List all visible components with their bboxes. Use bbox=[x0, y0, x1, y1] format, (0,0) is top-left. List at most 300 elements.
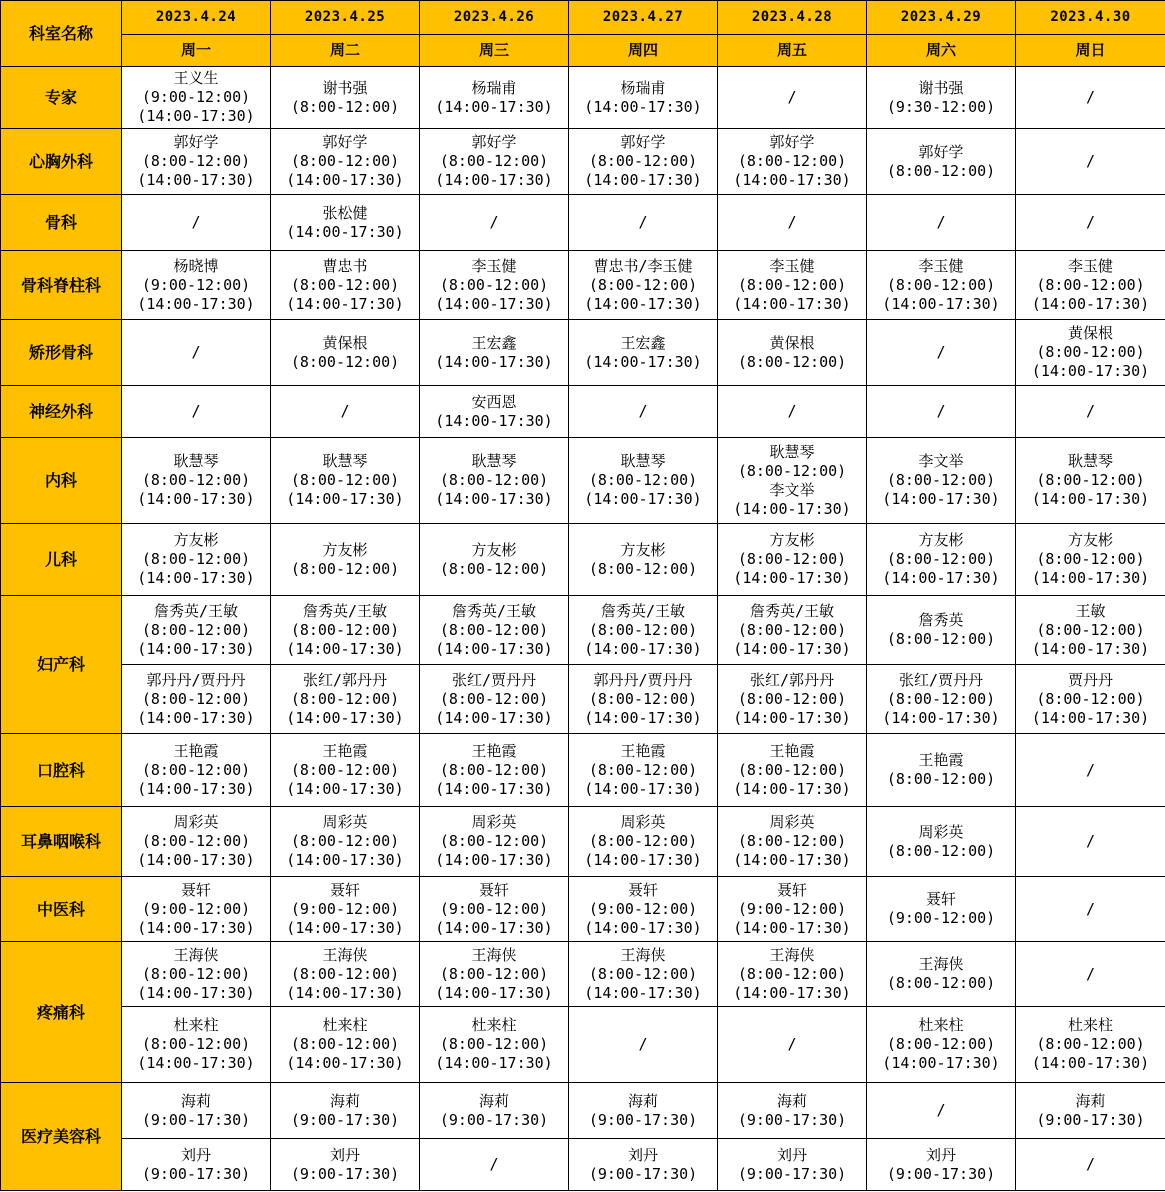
date-header-row bbox=[1, 1, 1165, 35]
schedule-cell bbox=[1016, 1007, 1165, 1083]
doctor-name: / bbox=[1085, 213, 1096, 231]
doctor-name: 王义生 bbox=[173, 69, 219, 87]
schedule-cell bbox=[122, 734, 271, 807]
doctor-name: 曹忠书/李玉健 bbox=[593, 256, 693, 275]
schedule-line: 李文举 bbox=[769, 480, 815, 499]
schedule-line: (14:00-17:30) bbox=[435, 851, 553, 869]
schedule-line: (14:00-17:30) bbox=[286, 708, 404, 727]
schedule-cell bbox=[569, 807, 718, 877]
schedule-cell bbox=[122, 942, 271, 1007]
schedule-line: (9:00-12:00) bbox=[439, 899, 549, 918]
schedule-cell bbox=[867, 524, 1016, 596]
schedule-line: (14:00-17:30) bbox=[733, 918, 851, 937]
doctor-name: 方友彬 bbox=[769, 531, 815, 549]
schedule-line: (8:00-12:00) bbox=[886, 1035, 996, 1053]
schedule-cell bbox=[718, 251, 867, 320]
schedule-line: (8:00-12:00) bbox=[141, 760, 251, 779]
schedule-cell bbox=[867, 195, 1016, 251]
schedule-line: (14:00-17:30) bbox=[137, 708, 255, 727]
doctor-name: 黄保根 bbox=[322, 333, 368, 352]
doctor-name: / bbox=[936, 213, 946, 231]
department-name: 医疗美容科 bbox=[1, 1083, 122, 1191]
doctor-name: 张红/郭丹丹 bbox=[302, 670, 388, 689]
doctor-name: 方友彬 bbox=[173, 531, 219, 549]
doctor-name: / bbox=[1085, 152, 1096, 170]
doctor-name: / bbox=[638, 402, 648, 420]
doctor-name: 郭好学 bbox=[918, 142, 964, 161]
schedule-row bbox=[1, 67, 1165, 129]
schedule-cell bbox=[1016, 251, 1165, 320]
doctor-name: 耿慧琴 bbox=[173, 452, 219, 470]
doctor-name: 郭丹丹/贾丹丹 bbox=[146, 670, 246, 689]
schedule-cell bbox=[122, 251, 271, 320]
schedule-cell bbox=[718, 1139, 867, 1191]
schedule-cell bbox=[271, 877, 420, 942]
doctor-name: 聂轩 bbox=[925, 890, 956, 908]
doctor-name: 聂轩 bbox=[776, 880, 807, 899]
doctor-name: / bbox=[1085, 964, 1096, 983]
doctor-name: 耿慧琴 bbox=[1067, 452, 1113, 470]
schedule-cell bbox=[718, 942, 867, 1007]
schedule-line: (8:00-12:00) bbox=[1036, 471, 1145, 489]
schedule-cell bbox=[420, 251, 569, 320]
schedule-line: (14:00-17:30) bbox=[733, 708, 851, 727]
schedule-line: (14:00-17:30) bbox=[1031, 569, 1150, 587]
schedule-cell bbox=[718, 195, 867, 251]
schedule-cell bbox=[420, 1139, 569, 1191]
schedule-line: (9:00-17:30) bbox=[588, 1110, 698, 1129]
doctor-name: 耿慧琴 bbox=[471, 452, 517, 470]
schedule-line: (8:00-12:00) bbox=[737, 760, 847, 779]
schedule-line: (8:00-12:00) bbox=[439, 559, 549, 578]
schedule-line: (8:00-12:00) bbox=[588, 620, 698, 639]
doctor-name: 郭丹丹/贾丹丹 bbox=[593, 670, 693, 689]
date-header: 2023.4.29 bbox=[867, 1, 1016, 35]
schedule-line: (14:00-17:30) bbox=[733, 983, 851, 1002]
schedule-line: (14:00-17:30) bbox=[435, 918, 553, 937]
schedule-cell bbox=[569, 1007, 718, 1083]
schedule-line: (14:00-17:30) bbox=[286, 294, 404, 313]
schedule-line: (8:00-12:00) bbox=[737, 964, 847, 983]
doctor-name: 杜来柱 bbox=[322, 1016, 368, 1034]
doctor-name: 王海侠 bbox=[322, 945, 368, 964]
schedule-line: (9:00-17:30) bbox=[141, 1164, 251, 1183]
doctor-name: 王海侠 bbox=[471, 945, 517, 964]
schedule-row bbox=[1, 665, 1165, 734]
schedule-cell bbox=[569, 1139, 718, 1191]
date-header: 2023.4.28 bbox=[718, 1, 867, 35]
schedule-cell bbox=[1016, 877, 1165, 942]
schedule-cell bbox=[271, 195, 420, 251]
schedule-cell bbox=[867, 320, 1016, 386]
schedule-row bbox=[1, 596, 1165, 665]
schedule-line: (8:00-12:00) bbox=[588, 964, 698, 983]
schedule-line: (14:00-17:30) bbox=[137, 779, 255, 798]
schedule-row bbox=[1, 251, 1165, 320]
schedule-line: (8:00-12:00) bbox=[141, 1035, 251, 1053]
schedule-cell bbox=[122, 438, 271, 524]
date-header: 2023.4.27 bbox=[569, 1, 718, 35]
schedule-cell bbox=[420, 67, 569, 129]
schedule-cell bbox=[271, 524, 420, 596]
schedule-line: (14:00-17:30) bbox=[733, 779, 851, 798]
schedule-cell bbox=[718, 734, 867, 807]
schedule-cell bbox=[420, 129, 569, 195]
schedule-cell bbox=[271, 251, 420, 320]
schedule-cell bbox=[122, 1083, 271, 1139]
schedule-cell bbox=[569, 386, 718, 438]
schedule-cell bbox=[718, 386, 867, 438]
department-name: 儿科 bbox=[1, 524, 122, 596]
schedule-cell bbox=[718, 596, 867, 665]
doctor-name: 李文举 bbox=[918, 452, 964, 470]
schedule-cell bbox=[122, 1139, 271, 1191]
doctor-name: 黄保根 bbox=[769, 333, 815, 352]
doctor-name: 詹秀英/王敏 bbox=[749, 601, 835, 620]
schedule-line: (8:00-12:00) bbox=[737, 152, 847, 170]
schedule-row bbox=[1, 129, 1165, 195]
schedule-line: (8:00-12:00) bbox=[439, 275, 549, 294]
doctor-name: 王艳霞 bbox=[769, 741, 815, 760]
schedule-line: (14:00-17:30) bbox=[286, 222, 404, 241]
schedule-cell bbox=[271, 386, 420, 438]
doctor-name: 李玉健 bbox=[471, 256, 517, 275]
schedule-line: (14:00-17:30) bbox=[435, 490, 553, 508]
schedule-cell bbox=[867, 1139, 1016, 1191]
doctor-name: / bbox=[1085, 88, 1096, 106]
doctor-name: 郭好学 bbox=[769, 133, 815, 151]
doctor-name: / bbox=[1085, 899, 1096, 918]
schedule-row bbox=[1, 386, 1165, 438]
doctor-name: 李玉健 bbox=[918, 256, 964, 275]
schedule-cell bbox=[867, 942, 1016, 1007]
doctor-name: 耿慧琴 bbox=[322, 452, 368, 470]
department-name: 专家 bbox=[1, 67, 122, 129]
doctor-name: 杜来柱 bbox=[1067, 1016, 1113, 1034]
schedule-cell bbox=[420, 524, 569, 596]
schedule-cell bbox=[420, 1083, 569, 1139]
doctor-name: / bbox=[787, 88, 797, 106]
schedule-line: (8:00-12:00) bbox=[439, 152, 549, 170]
schedule-cell bbox=[718, 807, 867, 877]
doctor-name: / bbox=[936, 343, 946, 361]
doctor-name: 聂轩 bbox=[627, 880, 658, 899]
schedule-line: (14:00-17:30) bbox=[435, 97, 553, 116]
schedule-cell bbox=[1016, 734, 1165, 807]
schedule-line: (9:00-17:30) bbox=[737, 1110, 847, 1129]
schedule-line: (8:00-12:00) bbox=[290, 97, 400, 116]
schedule-line: (14:00-17:30) bbox=[1031, 294, 1150, 313]
schedule-cell bbox=[867, 1007, 1016, 1083]
schedule-line: (9:00-12:00) bbox=[141, 275, 251, 294]
schedule-line: (14:00-17:30) bbox=[137, 851, 255, 869]
doctor-name: 杜来柱 bbox=[173, 1016, 219, 1034]
schedule-line: (14:00-17:30) bbox=[137, 490, 255, 508]
doctor-name: 詹秀英/王敏 bbox=[451, 601, 537, 620]
schedule-line: (8:00-12:00) bbox=[737, 689, 847, 708]
schedule-line: (9:00-12:00) bbox=[290, 899, 400, 918]
doctor-name: 詹秀英 bbox=[918, 611, 964, 629]
schedule-cell bbox=[569, 877, 718, 942]
doctor-name: 海莉 bbox=[776, 1091, 807, 1110]
doctor-name: 谢书强 bbox=[918, 78, 964, 97]
doctor-name: 郭好学 bbox=[173, 133, 219, 151]
schedule-line: (14:00-17:30) bbox=[733, 851, 851, 869]
schedule-line: (14:00-17:30) bbox=[286, 983, 404, 1002]
schedule-cell bbox=[1016, 665, 1165, 734]
schedule-cell bbox=[569, 1083, 718, 1139]
schedule-cell bbox=[1016, 320, 1165, 386]
schedule-line: (14:00-17:30) bbox=[584, 294, 702, 313]
doctor-name: 刘丹 bbox=[627, 1145, 658, 1164]
schedule-line: (14:00-17:30) bbox=[584, 708, 702, 727]
schedule-line: (14:00-17:30) bbox=[435, 779, 553, 798]
schedule-line: (8:00-12:00) bbox=[886, 275, 996, 294]
date-header: 2023.4.25 bbox=[271, 1, 420, 35]
weekday-header: 周日 bbox=[1016, 35, 1165, 67]
department-name: 神经外科 bbox=[1, 386, 122, 438]
schedule-line: (14:00-17:30) bbox=[584, 851, 702, 869]
doctor-name: 李玉健 bbox=[769, 256, 815, 275]
schedule-line: (8:00-12:00) bbox=[290, 964, 400, 983]
schedule-line: (14:00-17:30) bbox=[435, 352, 553, 371]
schedule-line: (14:00-17:30) bbox=[435, 294, 553, 313]
schedule-cell bbox=[569, 320, 718, 386]
schedule-line: (8:00-12:00) bbox=[439, 689, 549, 708]
doctor-name: 郭好学 bbox=[471, 133, 517, 151]
doctor-name: 杜来柱 bbox=[471, 1016, 517, 1034]
doctor-name: 周彩英 bbox=[471, 813, 517, 831]
schedule-cell bbox=[718, 1007, 867, 1083]
schedule-cell bbox=[718, 877, 867, 942]
schedule-line: (14:00-17:30) bbox=[137, 171, 255, 189]
doctor-name: / bbox=[1085, 1155, 1096, 1173]
schedule-line: (8:00-12:00) bbox=[1036, 1035, 1145, 1053]
schedule-line: (8:00-12:00) bbox=[290, 1035, 400, 1053]
schedule-row bbox=[1, 320, 1165, 386]
doctor-name: 黄保根 bbox=[1067, 324, 1113, 342]
doctor-name: 郭好学 bbox=[322, 133, 368, 151]
schedule-cell bbox=[718, 320, 867, 386]
doctor-name: 詹秀英/王敏 bbox=[600, 601, 686, 620]
doctor-name: / bbox=[340, 402, 350, 420]
doctor-name: 周彩英 bbox=[322, 813, 368, 831]
schedule-line: (14:00-17:30) bbox=[286, 490, 404, 508]
schedule-line: (8:00-12:00) bbox=[588, 152, 698, 170]
doctor-name: 聂轩 bbox=[180, 880, 211, 899]
schedule-line: (8:00-12:00) bbox=[886, 550, 996, 568]
doctor-name: 聂轩 bbox=[329, 880, 360, 899]
schedule-cell bbox=[271, 734, 420, 807]
schedule-line: (8:00-12:00) bbox=[1036, 275, 1145, 294]
schedule-row bbox=[1, 438, 1165, 524]
schedule-cell bbox=[122, 596, 271, 665]
schedule-cell bbox=[867, 807, 1016, 877]
schedule-row bbox=[1, 877, 1165, 942]
schedule-cell bbox=[867, 386, 1016, 438]
schedule-line: (14:00-17:30) bbox=[137, 918, 255, 937]
schedule-line: (8:00-12:00) bbox=[290, 689, 400, 708]
schedule-cell bbox=[569, 734, 718, 807]
doctor-name: 王艳霞 bbox=[173, 741, 219, 760]
doctor-name: 杜来柱 bbox=[918, 1016, 964, 1034]
schedule-line: (14:00-17:30) bbox=[882, 294, 1000, 313]
schedule-cell bbox=[867, 129, 1016, 195]
schedule-cell bbox=[271, 320, 420, 386]
schedule-cell bbox=[1016, 67, 1165, 129]
schedule-line: (14:00-17:30) bbox=[435, 639, 553, 658]
schedule-cell bbox=[420, 1007, 569, 1083]
department-name: 口腔科 bbox=[1, 734, 122, 807]
schedule-cell bbox=[122, 67, 271, 129]
schedule-cell bbox=[420, 320, 569, 386]
schedule-line: (14:00-17:30) bbox=[137, 569, 255, 587]
doctor-name: / bbox=[1085, 402, 1096, 420]
schedule-cell bbox=[1016, 386, 1165, 438]
doctor-name: 方友彬 bbox=[1067, 531, 1113, 549]
doctor-name: 张红/贾丹丹 bbox=[898, 670, 984, 689]
schedule-line: (8:00-12:00) bbox=[886, 161, 996, 180]
schedule-line: (8:00-12:00) bbox=[290, 152, 400, 170]
schedule-cell bbox=[718, 1083, 867, 1139]
doctor-name: 刘丹 bbox=[776, 1145, 807, 1164]
date-header: 2023.4.26 bbox=[420, 1, 569, 35]
doctor-name: / bbox=[787, 1035, 797, 1053]
doctor-name: 贾丹丹 bbox=[1067, 670, 1113, 689]
schedule-cell bbox=[867, 1083, 1016, 1139]
schedule-line: (14:00-17:30) bbox=[882, 490, 1000, 508]
schedule-cell bbox=[718, 524, 867, 596]
schedule-line: (8:00-12:00) bbox=[1036, 689, 1145, 708]
schedule-line: (8:00-12:00) bbox=[1036, 620, 1145, 639]
doctor-name: 王艳霞 bbox=[620, 741, 666, 760]
doctor-name: 耿慧琴 bbox=[620, 452, 666, 470]
schedule-cell bbox=[569, 524, 718, 596]
schedule-line: (14:00-17:30) bbox=[137, 1054, 255, 1072]
doctor-name: 海莉 bbox=[329, 1091, 360, 1110]
schedule-cell bbox=[1016, 807, 1165, 877]
doctor-name: 张红/郭丹丹 bbox=[749, 670, 835, 689]
schedule-cell bbox=[271, 942, 420, 1007]
schedule-cell bbox=[569, 195, 718, 251]
schedule-cell bbox=[420, 438, 569, 524]
schedule-cell bbox=[867, 251, 1016, 320]
doctor-name: / bbox=[489, 1155, 499, 1173]
schedule-line: (14:00-17:30) bbox=[137, 983, 255, 1002]
doctor-name: 王海侠 bbox=[918, 955, 964, 973]
schedule-cell bbox=[271, 1083, 420, 1139]
doctor-name: / bbox=[1085, 832, 1096, 850]
schedule-line: (9:00-17:30) bbox=[588, 1164, 698, 1183]
schedule-line: (8:00-12:00) bbox=[290, 832, 400, 850]
schedule-line: (14:00-17:30) bbox=[435, 411, 553, 430]
doctor-name: 海莉 bbox=[627, 1091, 658, 1110]
schedule-cell bbox=[122, 129, 271, 195]
schedule-row bbox=[1, 1083, 1165, 1139]
doctor-name: 方友彬 bbox=[620, 540, 666, 559]
schedule-line: (8:00-12:00) bbox=[1036, 550, 1145, 568]
doctor-name: 詹秀英/王敏 bbox=[302, 601, 388, 620]
schedule-line: (8:00-12:00) bbox=[290, 471, 400, 489]
schedule-line: (8:00-12:00) bbox=[886, 770, 996, 788]
schedule-line: (8:00-12:00) bbox=[141, 689, 251, 708]
schedule-line: (8:00-12:00) bbox=[290, 559, 400, 578]
schedule-cell bbox=[420, 665, 569, 734]
department-name: 中医科 bbox=[1, 877, 122, 942]
doctor-name: 王宏鑫 bbox=[620, 333, 666, 352]
date-header: 2023.4.30 bbox=[1016, 1, 1165, 35]
schedule-cell bbox=[122, 1007, 271, 1083]
schedule-row bbox=[1, 734, 1165, 807]
schedule-line: (9:00-17:30) bbox=[737, 1164, 847, 1183]
department-name: 骨科脊柱科 bbox=[1, 251, 122, 320]
schedule-cell bbox=[271, 129, 420, 195]
weekday-header: 周五 bbox=[718, 35, 867, 67]
date-header: 2023.4.24 bbox=[122, 1, 271, 35]
doctor-name: 杨瑞甫 bbox=[620, 78, 666, 97]
schedule-cell bbox=[420, 386, 569, 438]
schedule-cell bbox=[867, 734, 1016, 807]
schedule-cell bbox=[271, 596, 420, 665]
schedule-line: (14:00-17:30) bbox=[733, 171, 851, 189]
schedule-row bbox=[1, 524, 1165, 596]
schedule-line: (14:00-17:30) bbox=[584, 352, 702, 371]
schedule-line: (14:00-17:30) bbox=[1031, 639, 1150, 658]
doctor-name: 郭好学 bbox=[620, 133, 666, 151]
schedule-cell bbox=[271, 67, 420, 129]
schedule-cell bbox=[867, 877, 1016, 942]
schedule-line: (8:00-12:00) bbox=[439, 832, 549, 850]
department-name: 疼痛科 bbox=[1, 942, 122, 1083]
schedule-cell bbox=[569, 596, 718, 665]
doctor-name: / bbox=[489, 213, 499, 231]
schedule-cell bbox=[569, 438, 718, 524]
schedule-line: (8:00-12:00) bbox=[886, 841, 996, 860]
weekday-header: 周三 bbox=[420, 35, 569, 67]
schedule-line: (8:00-12:00) bbox=[737, 461, 847, 480]
schedule-line: (14:00-17:30) bbox=[584, 639, 702, 658]
doctor-name: 王海侠 bbox=[620, 945, 666, 964]
doctor-name: 刘丹 bbox=[329, 1145, 360, 1164]
schedule-line: (8:00-12:00) bbox=[588, 471, 698, 489]
schedule-line: (9:00-17:30) bbox=[439, 1110, 549, 1129]
doctor-name: 周彩英 bbox=[769, 813, 815, 831]
schedule-line: (8:00-12:00) bbox=[588, 559, 698, 578]
doctor-name: / bbox=[191, 402, 201, 420]
schedule-cell bbox=[718, 129, 867, 195]
schedule-cell bbox=[569, 665, 718, 734]
doctor-name: 王海侠 bbox=[173, 945, 219, 964]
schedule-line: (14:00-17:30) bbox=[286, 1054, 404, 1072]
department-name-header: 科室名称 bbox=[1, 1, 122, 67]
schedule-line: (14:00-17:30) bbox=[286, 639, 404, 658]
schedule-cell bbox=[718, 665, 867, 734]
schedule-line: (8:00-12:00) bbox=[290, 760, 400, 779]
schedule-row bbox=[1, 195, 1165, 251]
schedule-cell bbox=[122, 195, 271, 251]
schedule-line: (14:00-17:30) bbox=[435, 171, 553, 189]
schedule-line: (8:00-12:00) bbox=[439, 964, 549, 983]
schedule-line: (14:00-17:30) bbox=[1031, 362, 1150, 380]
schedule-line: (8:00-12:00) bbox=[439, 620, 549, 639]
schedule-line: (9:00-12:00) bbox=[141, 899, 251, 918]
schedule-cell bbox=[867, 67, 1016, 129]
schedule-line: (14:00-17:30) bbox=[286, 851, 404, 869]
schedule-cell bbox=[569, 942, 718, 1007]
doctor-name: / bbox=[787, 213, 797, 231]
weekday-header: 周二 bbox=[271, 35, 420, 67]
schedule-cell bbox=[1016, 438, 1165, 524]
